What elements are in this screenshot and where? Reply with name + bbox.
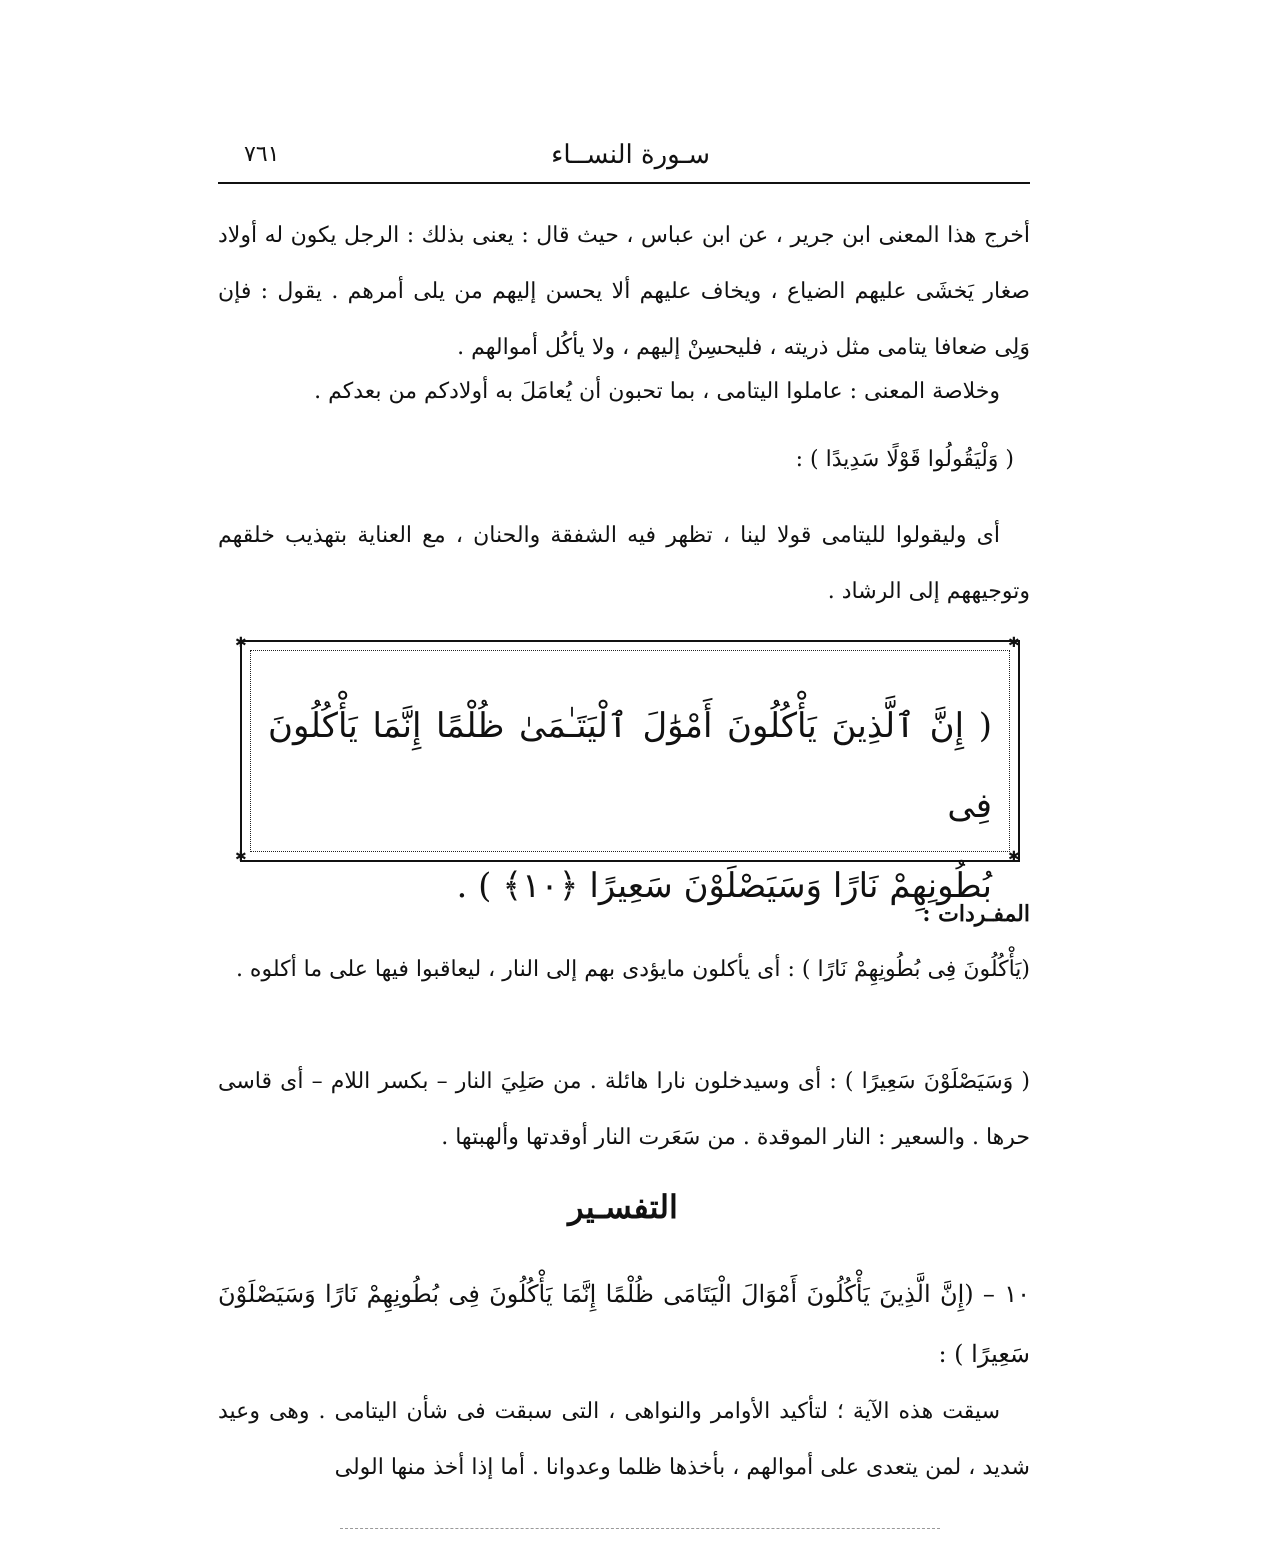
vocab-item: (يَأْكُلُونَ فِى بُطُونِهِمْ نَارًا ) : أى يأكلون مايؤدى بهم إلى النار ، ليعاقبوا فيها على ما أكلوه .	[235, 957, 1030, 982]
verse-phrase: ( وَلْيَقُولُوا قَوْلًا سَدِيدًا ) :	[795, 447, 1014, 472]
frame-corner-ornament: ✱	[235, 849, 247, 865]
vocab-item: ( وَسَيَصْلَوْنَ سَعِيرًا ) : أى وسيدخلون نارا هائلة . من صَلِيَ النار – بكسر اللام – أى قاسى حرها . والسعير : النار الموقدة . من سَعَرت النار أوقدتها وألهبتها .	[218, 1069, 1030, 1150]
page-number: ٧٦١	[244, 142, 280, 167]
page-header	[218, 140, 1030, 184]
paragraph-ibn-jarir: أخرج هذا المعنى ابن جرير ، عن ابن عباس ، حيث قال : يعنى بذلك : الرجل يكون له أولاد صغار يَخشَى عليهم الضياع ، ويخاف عليهم ألا يحسن إليهم من يلى أمرهم . يقول : فإن وَلِى ضعافا يتامى مثل ذريته ، فليحسِنْ إليهم ، ولا يأكُل أموالهم .	[218, 223, 1030, 360]
paragraph-summary: وخلاصة المعنى : عاملوا اليتامى ، بما تحبون أن يُعامَلَ به أولادكم من بعدكم .	[314, 379, 1000, 404]
tafsir-heading: التفسـير	[568, 1188, 678, 1226]
tafsir-verse-intro: ١٠ – (إِنَّ الَّذِينَ يَأْكُلُونَ أَمْوَالَ الْيَتَامَى ظُلْمًا إِنَّمَا يَأْكُلُونَ فِى بُطُونِهِمْ نَارًا وَسَيَصْلَوْنَ سَعِيرًا ) :	[218, 1280, 1030, 1368]
quran-verse	[268, 686, 992, 926]
vocab-heading: المفـردات :	[922, 901, 1030, 927]
surah-title: سـورة النســاء	[551, 140, 710, 170]
header-rule	[218, 182, 1030, 184]
quran-verse-line: ( إِنَّ ٱلَّذِينَ يَأْكُلُونَ أَمْوَٰلَ ٱلْيَتَـٰمَىٰ ظُلْمًا إِنَّمَا يَأْكُلُونَ فِى	[268, 706, 992, 826]
frame-corner-ornament: ✱	[1008, 849, 1020, 865]
frame-corner-ornament: ✱	[1008, 635, 1020, 651]
frame-corner-ornament: ✱	[235, 635, 247, 651]
footer-rule	[340, 1528, 940, 1529]
quran-verse-line: بُطُونِهِمْ نَارًا وَسَيَصْلَوْنَ سَعِيرًا ﴿١٠﴾ ) .	[456, 866, 992, 906]
tafsir-paragraph: سيقت هذه الآية ؛ لتأكيد الأوامر والنواهى ، التى سبقت فى شأن اليتامى . وهى وعيد شديد ، لمن يتعدى على أموالهم ، بأخذها ظلما وعدوانا . أما إذا أخذ منها الولى	[218, 1399, 1030, 1480]
paragraph-gentle-speech: أى وليقولوا لليتامى قولا لينا ، تظهر فيه الشفقة والحنان ، مع العناية بتهذيب خلقهم وتوجيههم إلى الرشاد .	[218, 523, 1030, 604]
